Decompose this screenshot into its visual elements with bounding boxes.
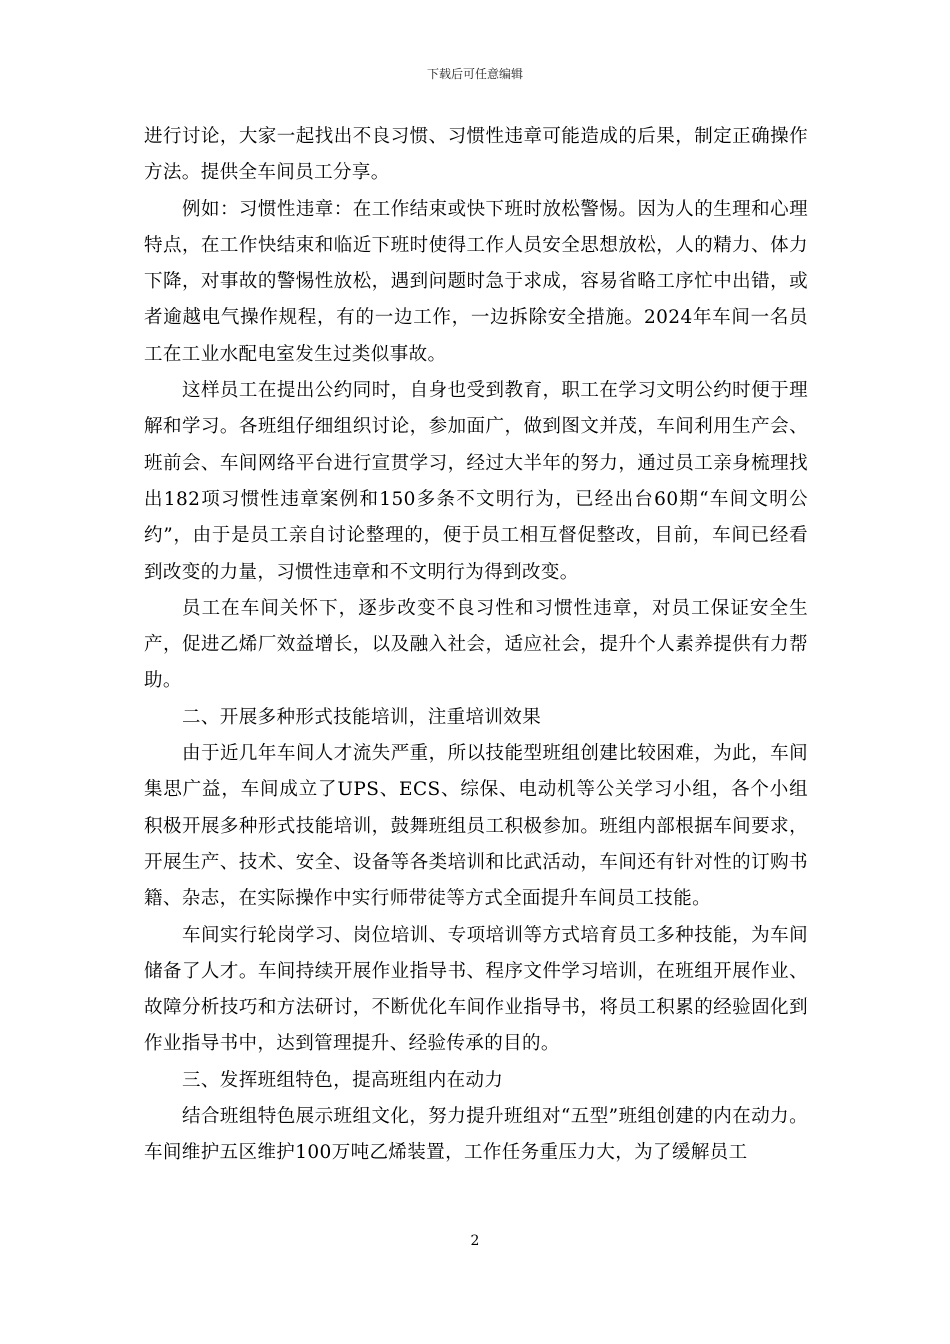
section-heading-team-features: 三、发挥班组特色，提高班组内在动力 — [182, 1069, 504, 1091]
paragraph-job-rotation: 车间实行轮岗学习、岗位培训、专项培训等方式培育员工多种技能，为车间储备了人才。车间持续开展作业指导书、程序文件学习培训，在班组开展作业、故障分析技巧和方法研讨，不断优化车间作业指导书，将员工积累的经验固化到作业指导书中，达到管理提升、经验传承的目的。 — [144, 924, 808, 1055]
paragraph-skill-training: 由于近几年车间人才流失严重，所以技能型班组创建比较困难，为此，车间集思广益，车间成立了UPS、ECS、综保、电动机等公关学习小组，各个小组积极开展多种形式技能培训，鼓舞班组员工积极参加。班组内部根据车间要求，开展生产、技术、安全、设备等各类培训和比武活动，车间还有针对性的订购书籍、杂志，在实际操作中实行师带徒等方式全面提升车间员工技能。 — [144, 743, 808, 910]
paragraph-team-culture: 结合班组特色展示班组文化，努力提升班组对“五型”班组创建的内在动力。车间维护五区维护100万吨乙烯装置，工作任务重压力大，为了缓解员工 — [144, 1106, 808, 1164]
paragraph-employee-care: 员工在车间关怀下，逐步改变不良习性和习惯性违章，对员工保证安全生产，促进乙烯厂效益增长，以及融入社会，适应社会，提升个人素养提供有力帮助。 — [144, 597, 808, 692]
document-body — [144, 119, 808, 1172]
paragraph-example: 例如：习惯性违章：在工作结束或快下班时放松警惕。因为人的生理和心理特点，在工作快结束和临近下班时使得工作人员安全思想放松，人的精力、体力下降，对事故的警惕性放松，遇到问题时急于求成，容易省略工序忙中出错，或者逾越电气操作规程，有的一边工作，一边拆除安全措施。2024年车间一名员工在工业水配电室发生过类似事故。 — [144, 198, 808, 365]
page-header: 下载后可任意编辑 — [426, 67, 523, 81]
paragraph-convention-learning: 这样员工在提出公约同时，自身也受到教育，职工在学习文明公约时便于理解和学习。各班组仔细组织讨论，参加面广，做到图文并茂，车间利用生产会、班前会、车间网络平台进行宣贯学习，经过大半年的努力，通过员工亲身梳理找出182项习惯性违章案例和150多条不文明行为，已经出台60期“车间文明公约”，由于是员工亲自讨论整理的，便于员工相互督促整改，目前，车间已经看到改变的力量，习惯性违章和不文明行为得到改变。 — [144, 380, 808, 583]
paragraph-intro-continuation: 进行讨论，大家一起找出不良习惯、习惯性违章可能造成的后果，制定正确操作方法。提供全车间员工分享。 — [144, 126, 808, 184]
page-number: 2 — [470, 1233, 480, 1249]
section-heading-skill-training: 二、开展多种形式技能培训，注重培训效果 — [182, 706, 542, 728]
